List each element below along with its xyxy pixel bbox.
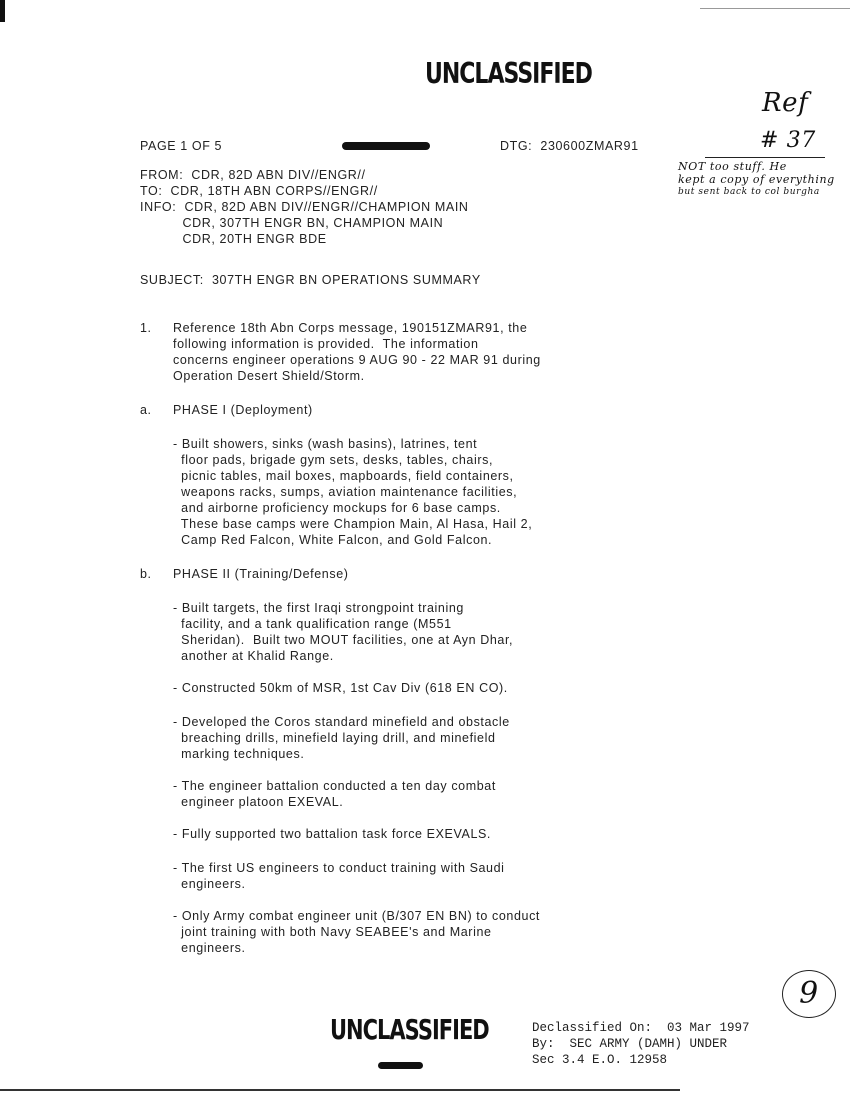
routing-line: INFO: CDR, 82D ABN DIV//ENGR//CHAMPION MAIN <box>140 200 469 214</box>
text-line: These base camps were Champion Main, Al Hasa, Hail 2, <box>173 517 533 531</box>
routing-line: FROM: CDR, 82D ABN DIV//ENGR// <box>140 168 366 182</box>
phase-a-title: PHASE I (Deployment) <box>173 403 313 417</box>
text-line: Reference 18th Abn Corps message, 190151ZMAR91, the <box>173 321 528 335</box>
routing-line: CDR, 307TH ENGR BN, CHAMPION MAIN <box>154 216 444 230</box>
redaction <box>378 1062 423 1069</box>
text-line: weapons racks, sumps, aviation maintenance facilities, <box>173 485 518 499</box>
phase-a-letter: a. <box>140 403 152 417</box>
page-number: PAGE 1 OF 5 <box>140 139 223 153</box>
text-line: - Constructed 50km of MSR, 1st Cav Div (618 EN CO). <box>173 681 508 695</box>
text-line: Sheridan). Built two MOUT facilities, one at Ayn Dhar, <box>173 633 514 647</box>
handwritten-ref: Ref <box>762 88 809 118</box>
text-line: another at Khalid Range. <box>173 649 334 663</box>
phase-b-bullet <box>173 778 496 810</box>
text-line: - Built targets, the first Iraqi strongpoint training <box>173 601 464 615</box>
text-line: - Only Army combat engineer unit (B/307 EN BN) to conduct <box>173 909 540 923</box>
scan-edge-mark <box>0 0 5 22</box>
routing-block <box>140 167 469 247</box>
text-line: engineer platoon EXEVAL. <box>173 795 344 809</box>
phase-b-bullet <box>173 600 513 664</box>
text-line: breaching drills, minefield laying drill, and minefield <box>173 731 496 745</box>
text-line: - Built showers, sinks (wash basins), latrines, tent <box>173 437 478 451</box>
declass-line: Sec 3.4 E.O. 12958 <box>532 1053 668 1067</box>
text-line: - Developed the Coros standard minefield and obstacle <box>173 715 510 729</box>
text-line: facility, and a tank qualification range (M551 <box>173 617 452 631</box>
handwritten-page-circle: 9 <box>782 970 836 1018</box>
note-line: kept a copy of everything <box>678 173 835 186</box>
text-line: engineers. <box>173 877 246 891</box>
text-line: and airborne proficiency mockups for 6 base camps. <box>173 501 501 515</box>
text-line: - Fully supported two battalion task force EXEVALS. <box>173 827 492 841</box>
subject-line: SUBJECT: 307TH ENGR BN OPERATIONS SUMMARY <box>140 273 481 287</box>
phase-b-bullet <box>173 908 540 956</box>
routing-line: CDR, 20TH ENGR BDE <box>154 232 327 246</box>
text-line: following information is provided. The information <box>173 337 479 351</box>
classification-stamp-top: UNCLASSIFIED <box>425 58 592 91</box>
classification-stamp-bottom: UNCLASSIFIED <box>330 1014 489 1046</box>
phase-a-bullet <box>173 436 532 548</box>
redaction <box>342 142 430 150</box>
text-line: Operation Desert Shield/Storm. <box>173 369 365 383</box>
para1-text <box>173 320 541 384</box>
text-line: engineers. <box>173 941 246 955</box>
routing-line: TO: CDR, 18TH ABN CORPS//ENGR// <box>140 184 378 198</box>
declass-line: Declassified On: 03 Mar 1997 <box>532 1021 750 1035</box>
declassification-block <box>532 1020 750 1068</box>
text-line: floor pads, brigade gym sets, desks, tables, chairs, <box>173 453 494 467</box>
dtg: DTG: 230600ZMAR91 <box>500 139 639 153</box>
text-line: marking techniques. <box>173 747 305 761</box>
text-line: joint training with both Navy SEABEE's and Marine <box>173 925 492 939</box>
text-line: concerns engineer operations 9 AUG 90 - 22 MAR 91 during <box>173 353 541 367</box>
phase-b-bullet <box>173 680 508 696</box>
phase-b-title: PHASE II (Training/Defense) <box>173 567 349 581</box>
note-line: NOT too stuff. He <box>678 160 787 173</box>
text-line: Camp Red Falcon, White Falcon, and Gold Falcon. <box>173 533 493 547</box>
phase-b-bullet <box>173 714 510 762</box>
handwritten-underline <box>705 157 825 158</box>
phase-b-bullet <box>173 826 491 842</box>
phase-b-letter: b. <box>140 567 152 581</box>
note-line: but sent back to col burgha <box>678 187 820 197</box>
text-line: picnic tables, mail boxes, mapboards, field containers, <box>173 469 514 483</box>
handwritten-note <box>678 160 850 199</box>
scan-line <box>700 8 850 9</box>
phase-b-bullet <box>173 860 505 892</box>
text-line: - The engineer battalion conducted a ten day combat <box>173 779 496 793</box>
scan-bottom-line <box>0 1089 680 1091</box>
declass-line: By: SEC ARMY (DAMH) UNDER <box>532 1037 728 1051</box>
text-line: - The first US engineers to conduct training with Saudi <box>173 861 505 875</box>
para1-number: 1. <box>140 321 152 335</box>
handwritten-number: # 37 <box>760 128 816 153</box>
